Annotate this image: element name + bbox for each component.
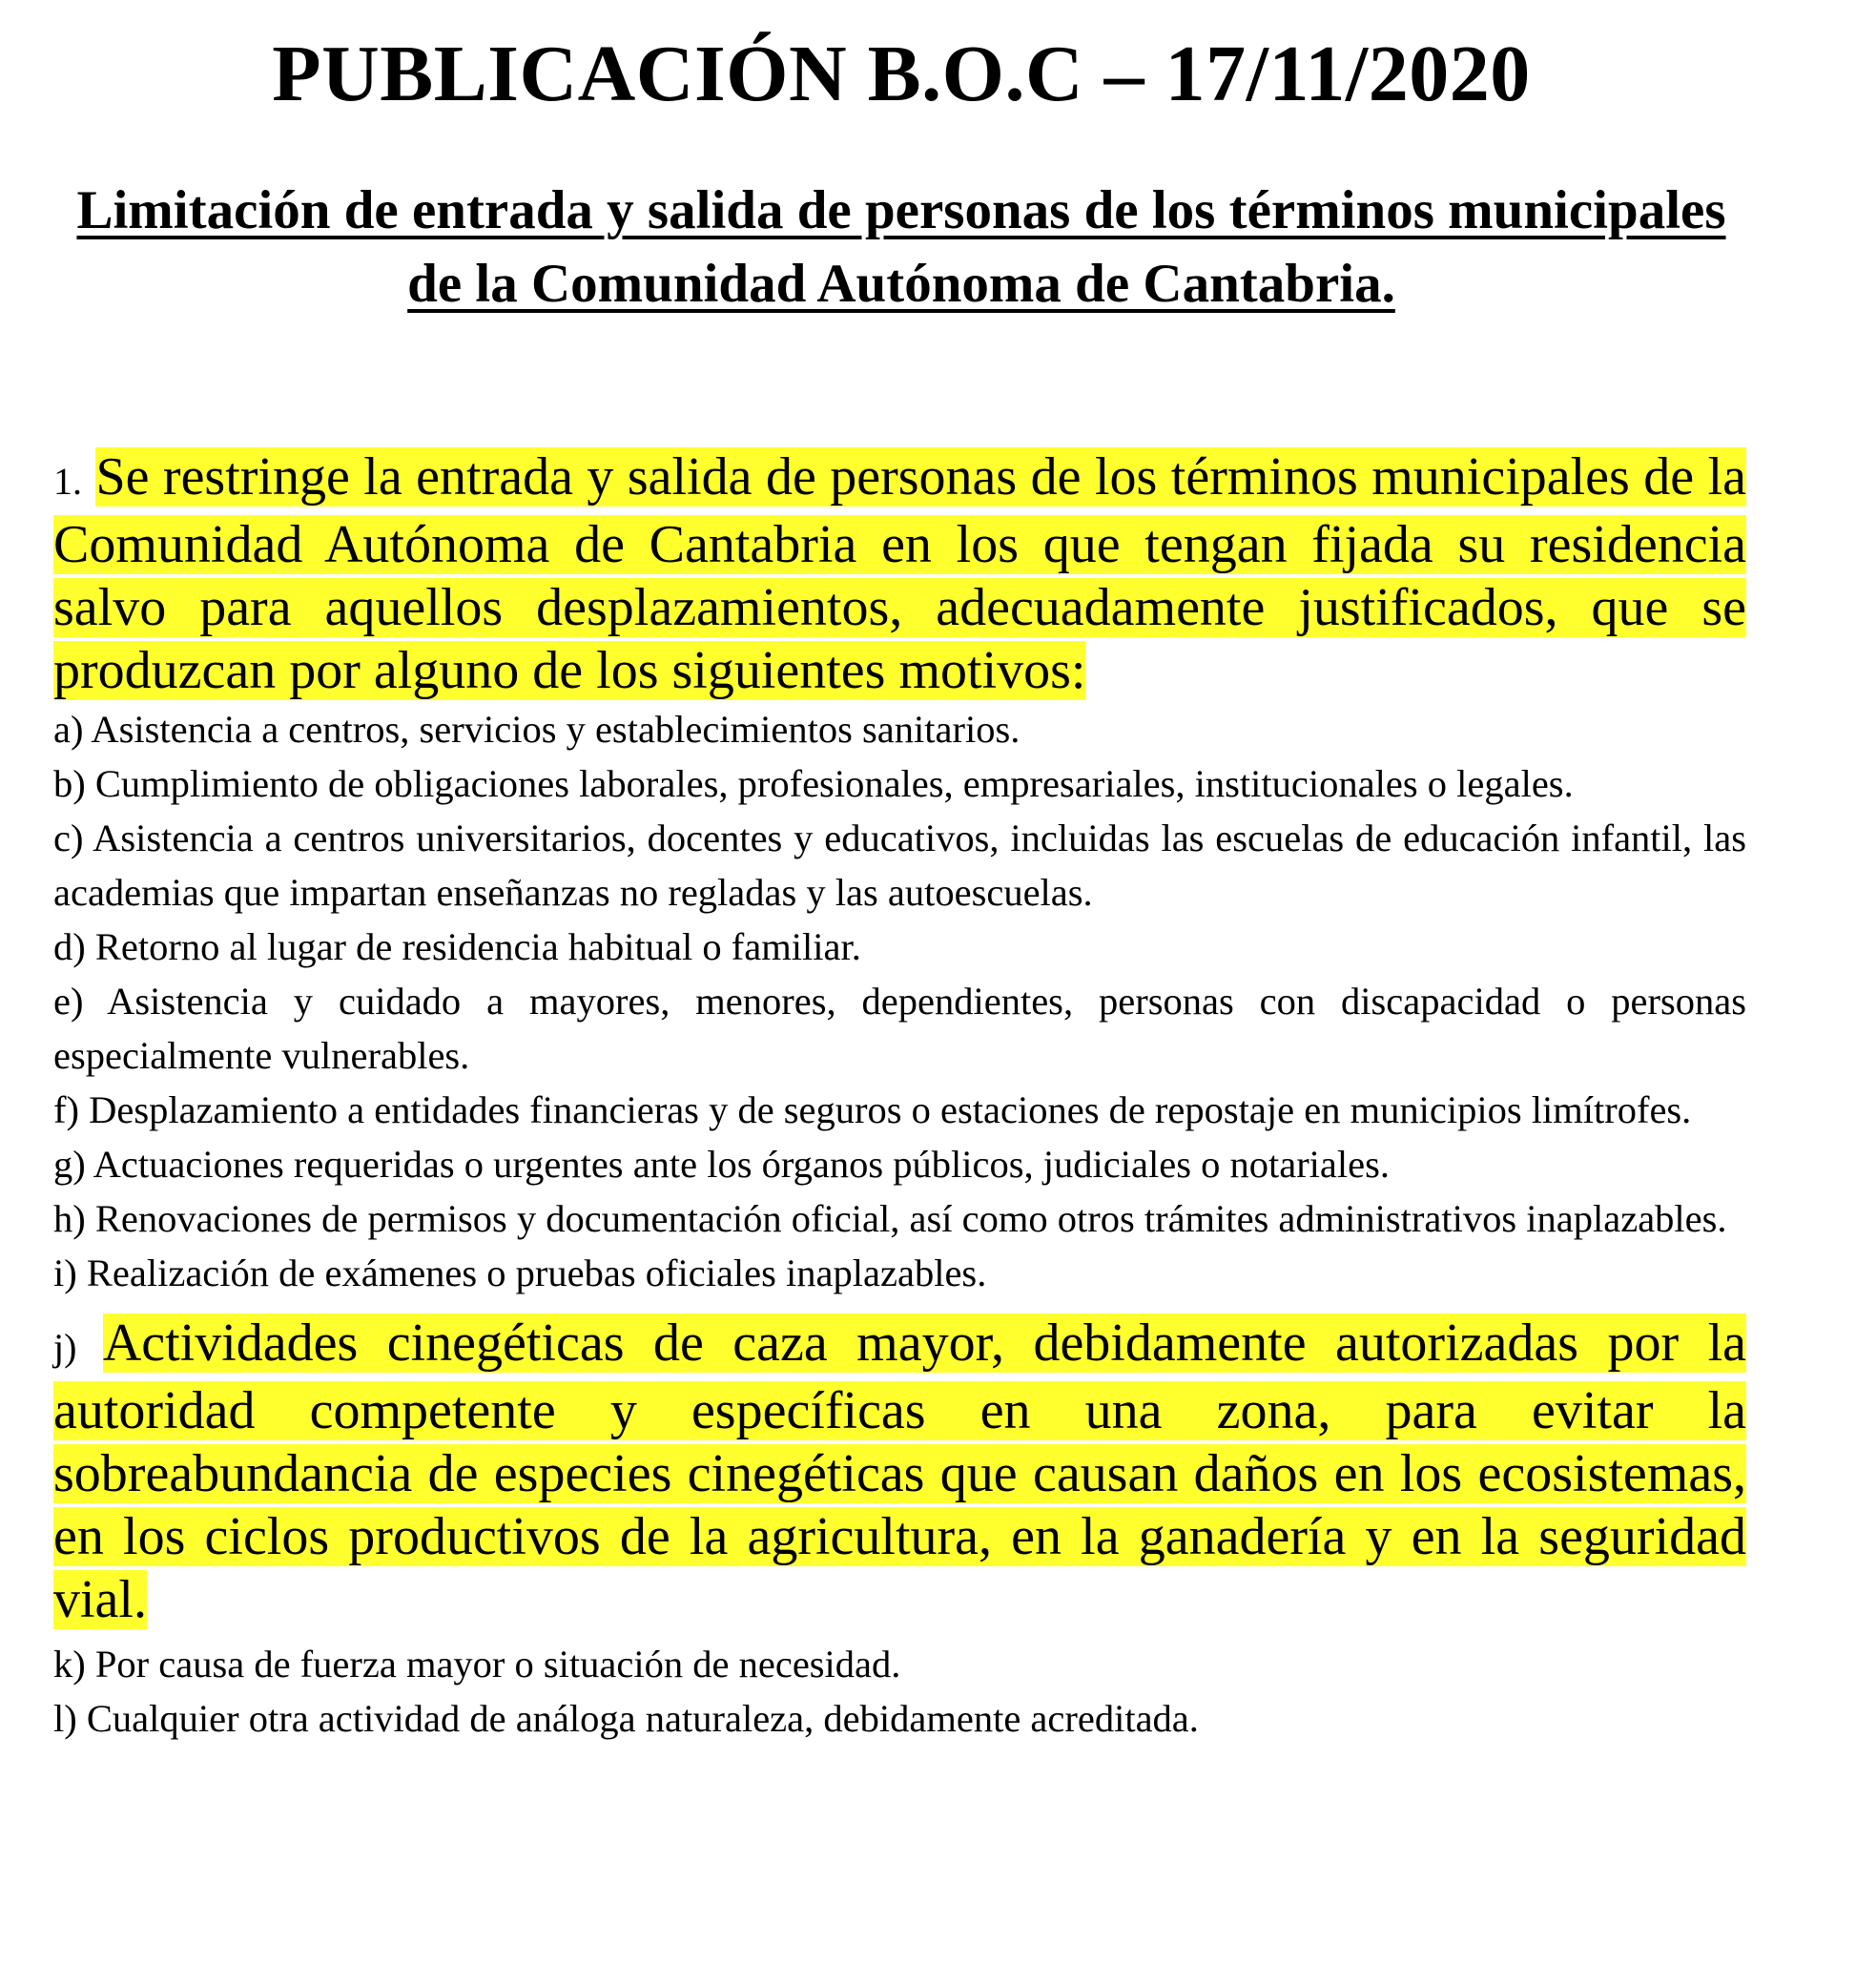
list-item-label: j)	[53, 1326, 77, 1369]
list-item-label: h)	[53, 1197, 86, 1240]
list-item-c	[53, 811, 1746, 920]
list-item-l	[53, 1691, 1746, 1746]
list-item-text: Asistencia y cuidado a mayores, menores, dependientes, personas con discapacidad o personas especialmente vulnerables.	[53, 980, 1747, 1077]
list-item-text: Renovaciones de permisos y documentación oficial, así como otros trámites administrativos inaplazables.	[94, 1197, 1727, 1240]
list-item-text: Desplazamiento a entidades financieras y de seguros o estaciones de repostaje en municipios limítrofes.	[89, 1088, 1692, 1131]
list-item-text: Actividades cinegéticas de caza mayor, debidamente autorizadas por la autoridad competente y específicas en una zona, para evitar la sobreabundancia de especies cinegéticas que causan daños en los ecosistemas, en los ciclos productivos de la agricultura, en la ganadería y en la seguridad vial.	[53, 1313, 1746, 1629]
list-item-text: Cumplimiento de obligaciones laborales, profesionales, empresariales, institucionales o legales.	[94, 762, 1574, 805]
list-item-h	[53, 1191, 1746, 1246]
list-item-text: Retorno al lugar de residencia habitual o familiar.	[94, 925, 861, 968]
list-item-text: Por causa de fuerza mayor o situación de necesidad.	[94, 1643, 901, 1686]
paragraph-1-text: Se restringe la entrada y salida de personas de los términos municipales de la Comunidad Autónoma de Cantabria en los que tengan fijada su residencia salvo para aquellos desplazamientos, adecuadamente justificados, que se produzcan por alguno de los siguientes motivos:	[53, 447, 1747, 700]
list-item-text: Asistencia a centros, servicios y establecimientos sanitarios.	[91, 708, 1020, 751]
list-item-j	[53, 1312, 1746, 1631]
paragraph-1-number: 1.	[53, 460, 82, 503]
list-item-k	[53, 1637, 1746, 1691]
list-item-g	[53, 1137, 1746, 1191]
list-item-d	[53, 920, 1746, 974]
list-item-label: b)	[53, 762, 86, 805]
list-item-a	[53, 702, 1746, 756]
list-item-label: a)	[53, 708, 84, 751]
list-item-b	[53, 756, 1746, 811]
list-item-label: f)	[53, 1088, 79, 1131]
paragraph-1	[53, 445, 1746, 702]
list-item-label: g)	[53, 1143, 86, 1186]
document-title: PUBLICACIÓN B.O.C – 17/11/2020	[272, 30, 1531, 118]
list-item-label: k)	[53, 1643, 86, 1686]
list-item-label: d)	[53, 925, 86, 968]
document-body	[53, 445, 1746, 1746]
list-item-label: c)	[53, 817, 84, 859]
list-item-label: e)	[53, 980, 84, 1023]
list-item-label: i)	[53, 1251, 77, 1294]
list-item-text: Asistencia a centros universitarios, docentes y educativos, incluidas las escuelas de educación infantil, las academias que impartan enseñanzas no regladas y las autoescuelas.	[53, 817, 1747, 914]
list-item-i	[53, 1246, 1746, 1300]
list-item-f	[53, 1083, 1746, 1137]
list-item-text: Realización de exámenes o pruebas oficiales inaplazables.	[86, 1251, 987, 1294]
list-item-text: Actuaciones requeridas o urgentes ante los órganos públicos, judiciales o notariales.	[93, 1143, 1391, 1186]
document-subtitle: Limitación de entrada y salida de personas de los términos municipales de la Comunidad Autónoma de Cantabria.	[76, 180, 1726, 314]
list-item-text: Cualquier otra actividad de análoga naturaleza, debidamente acreditada.	[86, 1697, 1199, 1740]
list-item-e	[53, 974, 1746, 1083]
list-item-label: l)	[53, 1697, 77, 1740]
